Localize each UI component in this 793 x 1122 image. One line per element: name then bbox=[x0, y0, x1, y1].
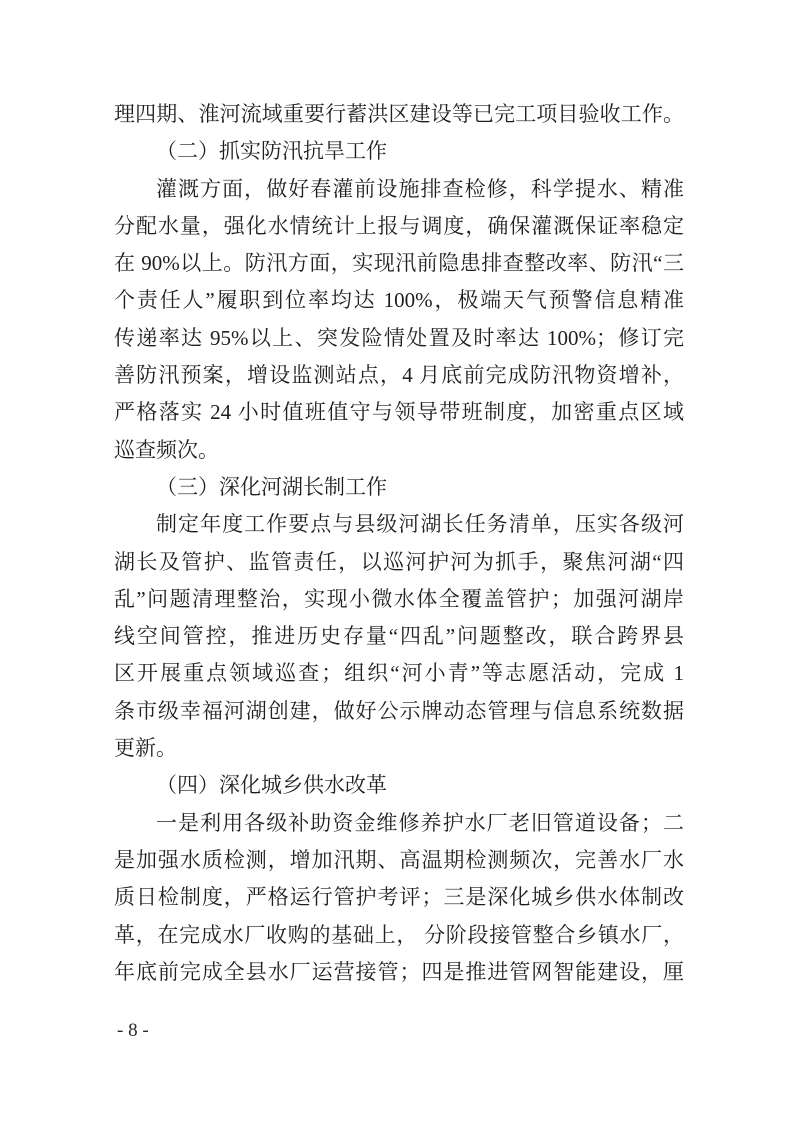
text-line: 善防汛预案，增设监测站点，4 月底前完成防汛物资增补， bbox=[114, 363, 684, 388]
text-line: 巡查频次。 bbox=[114, 437, 219, 462]
text-line: 是加强水质检测，增加汛期、高温期检测频次，完善水厂水 bbox=[114, 847, 684, 872]
heading-line: （三）深化河湖长制工作 bbox=[156, 474, 387, 499]
heading-line: （四）深化城乡供水改革 bbox=[156, 773, 387, 798]
text-line: 条市级幸福河湖创建，做好公示牌动态管理与信息系统数据 bbox=[114, 698, 684, 723]
text-line: 分配水量，强化水情统计上报与调度，确保灌溉保证率稳定 bbox=[114, 213, 684, 238]
text-line: 灌溉方面，做好春灌前设施排查检修，科学提水、精准 bbox=[156, 176, 684, 201]
page-number: - 8 - bbox=[117, 1020, 149, 1041]
text-line: 更新。 bbox=[114, 736, 177, 761]
text-line: 线空间管控，推进历史存量“四乱”问题整改，联合跨界县 bbox=[114, 624, 684, 649]
text-line: 区开展重点领域巡查；组织“河小青”等志愿活动，完成 1 bbox=[114, 661, 684, 686]
document-body bbox=[114, 96, 684, 991]
text-line: 年底前完成全县水厂运营接管；四是推进管网智能建设，厘 bbox=[114, 959, 684, 984]
text-line: 制定年度工作要点与县级河湖长任务清单，压实各级河 bbox=[156, 512, 684, 537]
text-line: 乱”问题清理整治，实现小微水体全覆盖管护；加强河湖岸 bbox=[114, 586, 684, 611]
text-line: 湖长及管护、监管责任，以巡河护河为抓手，聚焦河湖“四 bbox=[114, 549, 684, 574]
text-line: 传递率达 95%以上、突发险情处置及时率达 100%；修订完 bbox=[114, 325, 685, 350]
text-line: 在 90%以上。防汛方面，实现汛前隐患排查整改率、防汛“三 bbox=[114, 251, 684, 276]
text-line: 个责任人”履职到位率均达 100%，极端天气预警信息精准 bbox=[114, 288, 684, 313]
text-line: 严格落实 24 小时值班值守与领导带班制度，加密重点区域 bbox=[114, 400, 684, 425]
text-line: 一是利用各级补助资金维修养护水厂老旧管道设备；二 bbox=[156, 810, 684, 835]
text-line: 革，在完成水厂收购的基础上， 分阶段接管整合乡镇水厂， bbox=[114, 922, 684, 947]
heading-line: （二）抓实防汛抗旱工作 bbox=[156, 139, 387, 164]
text-line: 理四期、淮河流域重要行蓄洪区建设等已完工项目验收工作。 bbox=[114, 102, 684, 126]
text-line: 质日检制度，严格运行管护考评；三是深化城乡供水体制改 bbox=[114, 885, 684, 910]
